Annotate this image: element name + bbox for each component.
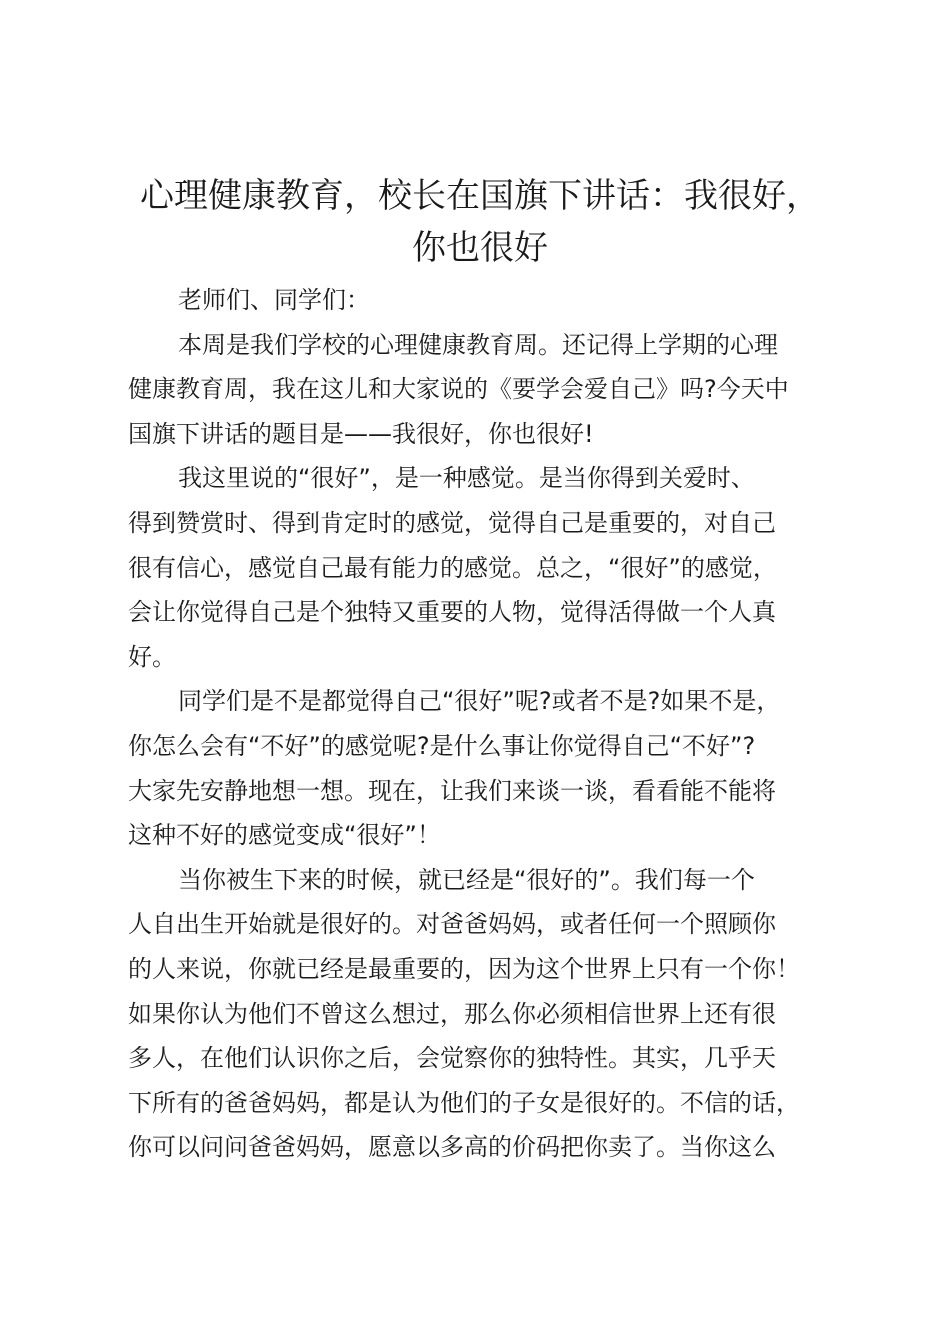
paragraph-line: 我这里说的“很好”，是一种感觉。是当你得到关爱时、 [178, 464, 755, 493]
paragraph-4 [128, 858, 838, 1170]
greeting [128, 278, 838, 323]
paragraph-line: 好。 [128, 642, 176, 671]
paragraph-line: 如果你认为他们不曾这么想过，那么你必须相信世界上还有很 [128, 999, 776, 1028]
paragraph-2 [128, 456, 838, 679]
paragraph-line: 本周是我们学校的心理健康教育周。还记得上学期的心理 [178, 330, 778, 359]
paragraph-line: 下所有的爸爸妈妈，都是认为他们的子女是很好的。不信的话， [128, 1088, 800, 1117]
paragraph-line: 健康教育周，我在这儿和大家说的《要学会爱自己》吗?今天中 [128, 375, 789, 404]
paragraph-line: 你怎么会有“不好”的感觉呢?是什么事让你觉得自己“不好”? [128, 731, 756, 760]
paragraph-line: 的人来说，你就已经是最重要的，因为这个世界上只有一个你！ [128, 954, 800, 983]
paragraph-line: 同学们是不是都觉得自己“很好”呢?或者不是?如果不是， [178, 687, 781, 716]
paragraph-line: 大家先安静地想一想。现在，让我们来谈一谈，看看能不能将 [128, 776, 776, 805]
greeting-line: 老师们、同学们： [178, 286, 370, 314]
paragraph-line: 得到赞赏时、得到肯定时的感觉，觉得自己是重要的，对自己 [128, 508, 776, 537]
paragraph-line: 你可以问问爸爸妈妈，愿意以多高的价码把你卖了。当你这么 [128, 1133, 776, 1162]
document-body [128, 278, 838, 1170]
paragraph-3 [128, 679, 838, 857]
paragraph-line: 国旗下讲话的题目是——我很好，你也很好! [128, 419, 594, 448]
title-line: 你也很好 [412, 228, 548, 268]
title-line: 心理健康教育，校长在国旗下讲话：我很好， [140, 176, 820, 216]
paragraph-line: 多人，在他们认识你之后，会觉察你的独特性。其实，几乎天 [128, 1044, 776, 1073]
paragraph-line: 这种不好的感觉变成“很好”！ [128, 821, 441, 850]
paragraph-1 [128, 323, 838, 457]
paragraph-line: 人自出生开始就是很好的。对爸爸妈妈，或者任何一个照顾你 [128, 910, 776, 939]
document-title [110, 170, 850, 274]
paragraph-line: 会让你觉得自己是个独特又重要的人物，觉得活得做一个人真 [128, 598, 776, 627]
paragraph-line: 当你被生下来的时候，就已经是“很好的”。我们每一个 [178, 865, 755, 894]
paragraph-line: 很有信心，感觉自己最有能力的感觉。总之，“很好”的感觉， [128, 553, 777, 582]
